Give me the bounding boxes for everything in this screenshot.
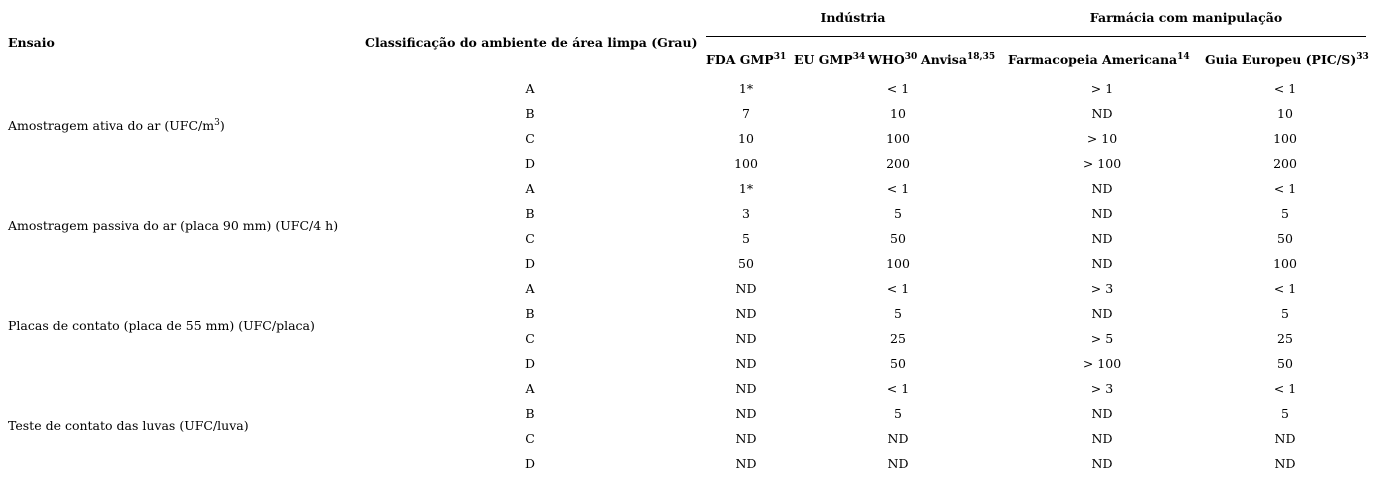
cell-usp: ND (1091, 456, 1113, 471)
cell-fda: ND (735, 381, 757, 396)
header-farmacia: Farmácia com manipulação (1089, 10, 1283, 25)
group-label-ar-passiva: Amostragem passiva do ar (placa 90 mm) (UFC/4 h) (8, 218, 339, 233)
cell-grau: C (525, 331, 535, 346)
cell-fda: 1* (738, 181, 754, 196)
cell-usp: ND (1091, 406, 1113, 421)
header-eu (794, 52, 865, 67)
cell-grau: A (525, 81, 535, 96)
cell-fda: ND (735, 456, 757, 471)
cell-pics: < 1 (1273, 381, 1297, 396)
header-who-ref: 30 (904, 52, 918, 62)
cell-fda: ND (735, 331, 757, 346)
group-label-ar-ativa-text: Amostragem ativa do ar (UFC/m (8, 118, 215, 133)
header-pics-label: Guia Europeu (PIC/S) (1205, 52, 1357, 67)
cell-grau: B (525, 406, 535, 421)
cell-grau: D (524, 156, 536, 171)
header-eu-ref: 34 (852, 52, 866, 62)
cell-usp: > 3 (1090, 381, 1114, 396)
cell-grau: D (524, 456, 536, 471)
cell-fda: ND (735, 406, 757, 421)
cell-fda: ND (735, 431, 757, 446)
cell-fda: 5 (742, 231, 750, 246)
cell-grau: B (525, 206, 535, 221)
cell-usp: ND (1091, 106, 1113, 121)
cell-pics: 25 (1277, 331, 1293, 346)
cell-pics: 100 (1273, 256, 1297, 271)
cell-grau: C (525, 131, 535, 146)
header-industria: Indústria (820, 10, 886, 25)
cell-pics: ND (1274, 431, 1296, 446)
cell-pics: < 1 (1273, 181, 1297, 196)
cell-eu: 100 (886, 131, 910, 146)
cell-grau: C (525, 431, 535, 446)
cell-eu: < 1 (886, 281, 910, 296)
cell-usp: ND (1091, 256, 1113, 271)
group-label-ar-ativa (8, 118, 225, 133)
cell-usp: > 3 (1090, 281, 1114, 296)
cell-pics: < 1 (1273, 81, 1297, 96)
cell-eu: < 1 (886, 181, 910, 196)
cell-usp: ND (1091, 306, 1113, 321)
cell-pics: 50 (1277, 356, 1293, 371)
cell-fda: 10 (738, 131, 754, 146)
cell-pics: 200 (1273, 156, 1297, 171)
cell-pics: 5 (1281, 306, 1289, 321)
header-who-label: WHO (868, 52, 905, 67)
cell-eu: 100 (886, 256, 910, 271)
header-classificacao: Classificação do ambiente de área limpa (Grau) (365, 35, 698, 50)
cell-usp: > 1 (1090, 81, 1114, 96)
cell-pics: 5 (1281, 206, 1289, 221)
cell-eu: 50 (890, 356, 906, 371)
cell-fda: 1* (738, 81, 754, 96)
cell-pics: < 1 (1273, 281, 1297, 296)
cell-pics: 50 (1277, 231, 1293, 246)
group-label-ar-ativa-tail: ) (219, 118, 225, 133)
cell-eu: 10 (890, 106, 906, 121)
group-label-luvas: Teste de contato das luvas (UFC/luva) (8, 418, 249, 433)
cell-eu: ND (887, 456, 909, 471)
cell-grau: B (525, 306, 535, 321)
cell-usp: > 10 (1086, 131, 1118, 146)
header-fda (706, 52, 786, 67)
cell-pics: 100 (1273, 131, 1297, 146)
cell-grau: A (525, 381, 535, 396)
cell-eu: 25 (890, 331, 906, 346)
cell-eu: 5 (894, 206, 902, 221)
cell-eu: 5 (894, 306, 902, 321)
cell-eu: < 1 (886, 81, 910, 96)
cell-fda: ND (735, 306, 757, 321)
cell-pics: 10 (1277, 106, 1293, 121)
cell-grau: A (525, 281, 535, 296)
cell-fda: 50 (738, 256, 754, 271)
cell-eu: ND (887, 431, 909, 446)
header-anvisa-ref: 18,35 (966, 52, 996, 62)
cell-pics: ND (1274, 456, 1296, 471)
header-eu-label: EU GMP (794, 52, 853, 67)
cell-grau: B (525, 106, 535, 121)
cell-eu: 50 (890, 231, 906, 246)
cell-usp: ND (1091, 181, 1113, 196)
cell-fda: ND (735, 281, 757, 296)
group-label-placas-contato: Placas de contato (placa de 55 mm) (UFC/placa) (8, 318, 315, 333)
cell-fda: 7 (742, 106, 750, 121)
cell-usp: ND (1091, 231, 1113, 246)
cell-usp: > 100 (1082, 356, 1122, 371)
group-label-ar-ativa-sup: 3 (214, 118, 220, 128)
cell-grau: A (525, 181, 535, 196)
header-divider-rule (706, 36, 1366, 37)
header-ensaio: Ensaio (8, 35, 55, 50)
cell-fda: ND (735, 356, 757, 371)
header-usp-ref: 14 (1177, 52, 1190, 62)
cell-grau: D (524, 256, 536, 271)
header-anvisa-label: Anvisa (921, 52, 967, 67)
cell-fda: 100 (734, 156, 758, 171)
cell-eu: < 1 (886, 381, 910, 396)
cell-usp: > 100 (1082, 156, 1122, 171)
cell-usp: ND (1091, 206, 1113, 221)
header-usp (1008, 52, 1190, 67)
cell-usp: > 5 (1090, 331, 1114, 346)
header-who (868, 52, 917, 67)
header-pics (1205, 52, 1369, 67)
header-fda-label: FDA GMP (706, 52, 774, 67)
header-fda-ref: 31 (773, 52, 787, 62)
cell-pics: 5 (1281, 406, 1289, 421)
cell-fda: 3 (742, 206, 750, 221)
cell-usp: ND (1091, 431, 1113, 446)
header-usp-label: Farmacopeia Americana (1008, 52, 1178, 67)
header-pics-ref: 33 (1356, 52, 1369, 62)
cell-grau: D (524, 356, 536, 371)
header-anvisa (921, 52, 995, 67)
cell-grau: C (525, 231, 535, 246)
cell-eu: 5 (894, 406, 902, 421)
cell-eu: 200 (886, 156, 910, 171)
